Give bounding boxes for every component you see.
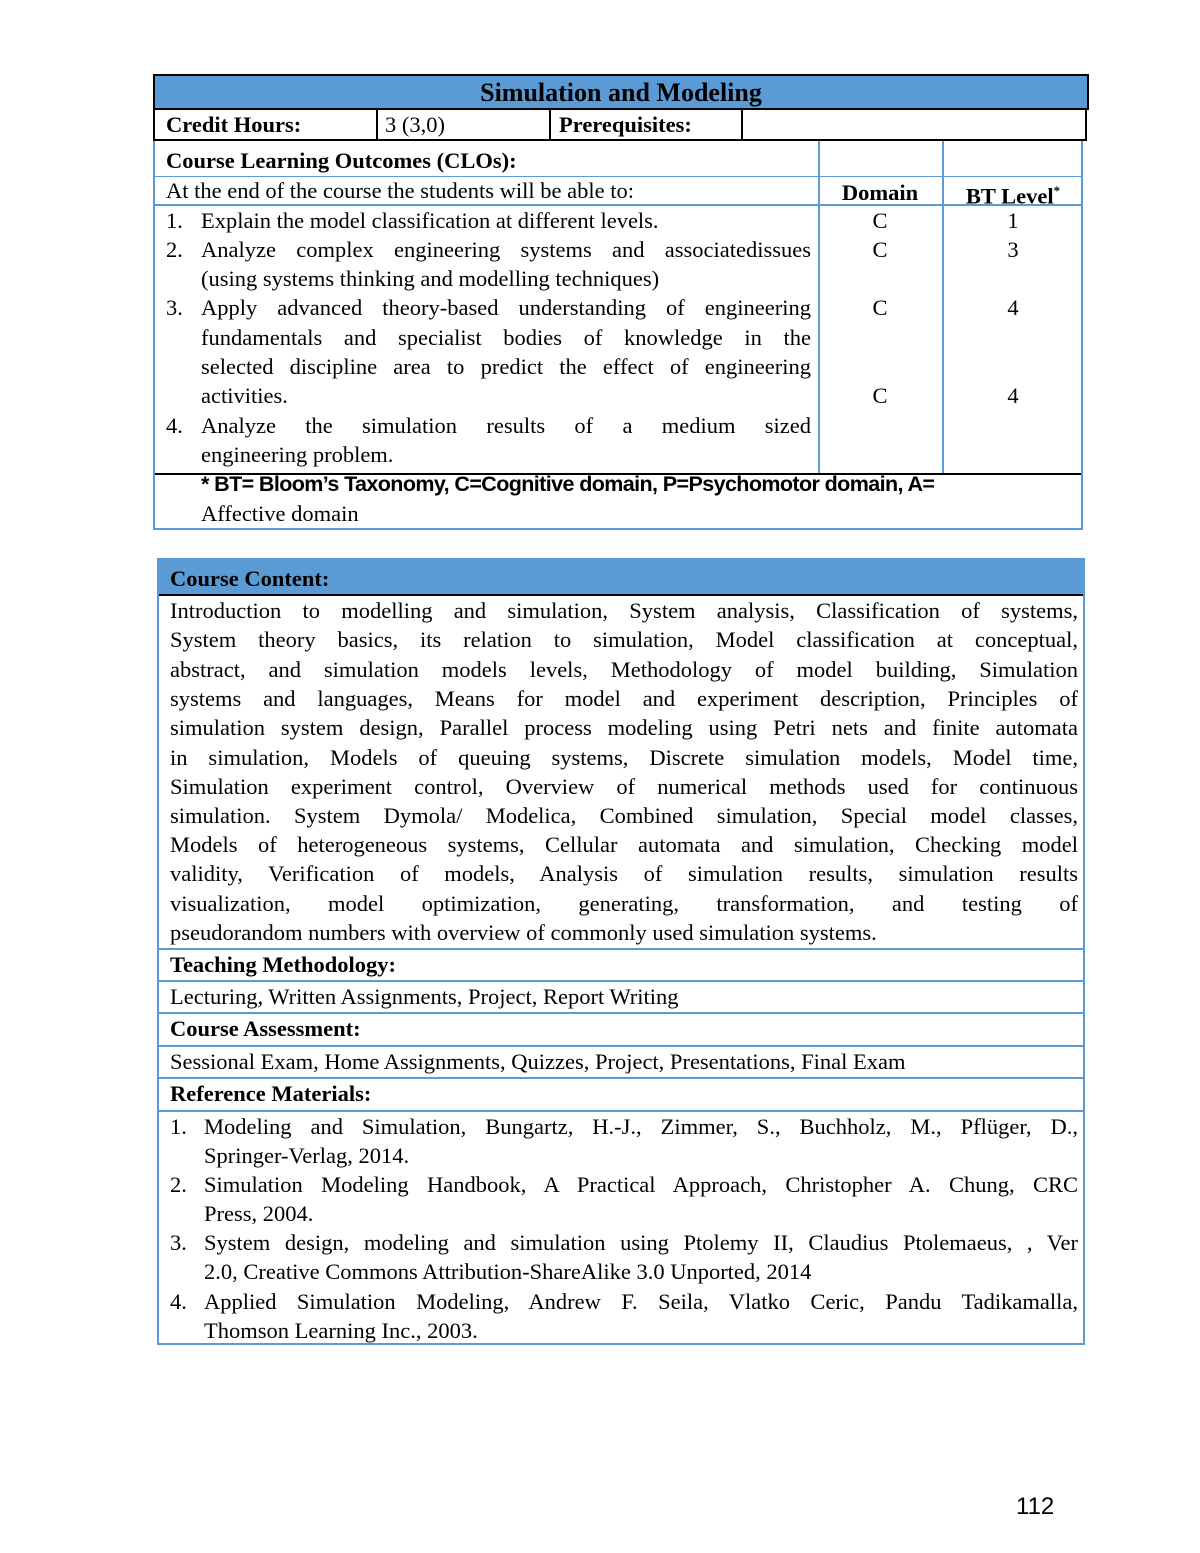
reference-3-num: 3. xyxy=(170,1230,187,1255)
domain-header: Domain xyxy=(841,180,919,205)
reference-4-line-1: Applied Simulation Modeling, Andrew F. Seila, Vlatko Ceric, Pandu Tadikamalla, xyxy=(204,1289,1078,1314)
clo-item-1-num: 1. xyxy=(166,208,183,233)
course-title-bar xyxy=(153,74,1089,110)
clo-intro: At the end of the course the students will be able to: xyxy=(166,178,635,203)
content-line-3: abstract, and simulation models levels, Methodology of model building, Simulation xyxy=(170,657,1078,682)
page-number: 112 xyxy=(1016,1493,1055,1520)
clo-item-3-bt: 4 xyxy=(1007,295,1019,320)
content-line-6: in simulation, Models of queuing systems, Discrete simulation models, Model time, xyxy=(170,745,1078,770)
credit-hours-label: Credit Hours: xyxy=(166,112,302,137)
reference-3-line-2: 2.0, Creative Commons Attribution-ShareAlike 3.0 Unported, 2014 xyxy=(204,1259,812,1284)
content-line-12: pseudorandom numbers with overview of commonly used simulation systems. xyxy=(170,920,877,945)
content-line-8: simulation. System Dymola/ Modelica, Combined simulation, Special model classes, xyxy=(170,803,1078,828)
clo-item-2-domain: C xyxy=(872,237,888,262)
course-content-header xyxy=(159,560,1083,596)
clo-item-4-line-2: engineering problem. xyxy=(201,442,394,467)
clo-item-4-bt: 4 xyxy=(1007,383,1019,408)
clo-item-3-domain: C xyxy=(872,295,888,320)
reference-4-num: 4. xyxy=(170,1289,187,1314)
content-line-11: visualization, model optimization, generating, transformation, and testing of xyxy=(170,891,1078,916)
clo-item-1-line-1: Explain the model classification at different levels. xyxy=(201,208,659,233)
course-details-table xyxy=(157,558,1085,1345)
reference-1-num: 1. xyxy=(170,1114,187,1139)
clo-item-2-bt: 3 xyxy=(1007,237,1019,262)
content-line-2: System theory basics, its relation to simulation, Model classification at conceptual, xyxy=(170,627,1078,652)
clo-item-2-line-1: Analyze complex engineering systems and associatedissues xyxy=(201,237,811,262)
teaching-value: Lecturing, Written Assignments, Project, Report Writing xyxy=(170,984,679,1009)
assessment-value: Sessional Exam, Home Assignments, Quizzes, Project, Presentations, Final Exam xyxy=(170,1049,906,1074)
bt-footnote-rest: Affective domain xyxy=(201,501,359,526)
clo-item-2-line-2: (using systems thinking and modelling techniques) xyxy=(201,266,660,291)
clo-item-3-num: 3. xyxy=(166,295,183,320)
reference-2-line-1: Simulation Modeling Handbook, A Practical Approach, Christopher A. Chung, CRC xyxy=(204,1172,1078,1197)
course-title: Simulation and Modeling xyxy=(480,78,762,107)
clo-item-4-num: 4. xyxy=(166,413,183,438)
reference-2-num: 2. xyxy=(170,1172,187,1197)
reference-1-line-2: Springer-Verlag, 2014. xyxy=(204,1143,410,1168)
content-line-7: Simulation experiment control, Overview of numerical methods used for continuous xyxy=(170,774,1078,799)
reference-4-line-2: Thomson Learning Inc., 2003. xyxy=(204,1318,478,1343)
prerequisites-label: Prerequisites: xyxy=(559,112,692,137)
bt-footnote: * BT= Bloom’s Taxonomy, C=Cognitive domain, P=Psychomotor domain, A= xyxy=(201,472,935,496)
clo-item-4-domain: C xyxy=(872,383,888,408)
assessment-heading: Course Assessment: xyxy=(170,1016,361,1041)
content-line-10: validity, Verification of models, Analysis of simulation results, simulation results xyxy=(170,861,1078,886)
teaching-heading: Teaching Methodology: xyxy=(170,952,397,977)
bt-level-marker: * xyxy=(1053,183,1061,198)
clo-table xyxy=(153,74,1089,530)
content-line-1: Introduction to modelling and simulation, System analysis, Classification of systems, xyxy=(170,598,1078,623)
clo-item-1-bt: 1 xyxy=(1007,208,1019,233)
clo-item-3-line-4: activities. xyxy=(201,383,288,408)
references-heading: Reference Materials: xyxy=(170,1081,372,1106)
reference-1-line-1: Modeling and Simulation, Bungartz, H.-J., Zimmer, S., Buchholz, M., Pflüger, D., xyxy=(204,1114,1078,1139)
credit-hours-row xyxy=(153,110,1087,141)
clo-item-1-domain: C xyxy=(872,208,888,233)
reference-2-line-2: Press, 2004. xyxy=(204,1201,314,1226)
credit-hours-value: 3 (3,0) xyxy=(385,112,445,137)
content-line-9: Models of heterogeneous systems, Cellular automata and simulation, Checking model xyxy=(170,832,1078,857)
clo-item-3-line-3: selected discipline area to predict the effect of engineering xyxy=(201,354,811,379)
clo-box xyxy=(153,141,1083,530)
clo-item-2-num: 2. xyxy=(166,237,183,262)
bt-level-label: BT Level xyxy=(965,183,1054,209)
course-content-heading: Course Content: xyxy=(170,566,330,591)
clo-item-3-line-1: Apply advanced theory-based understanding of engineering xyxy=(201,295,811,320)
clo-heading: Course Learning Outcomes (CLOs): xyxy=(166,148,517,173)
clo-item-3-line-2: fundamentals and specialist bodies of knowledge in the xyxy=(201,325,811,350)
clo-item-4-line-1: Analyze the simulation results of a medium sized xyxy=(201,413,811,438)
reference-3-line-1: System design, modeling and simulation using Ptolemy II, Claudius Ptolemaeus, , Ver xyxy=(204,1230,1078,1255)
content-line-5: simulation system design, Parallel process modeling using Petri nets and finite automata xyxy=(170,715,1078,740)
content-line-4: systems and languages, Means for model and experiment description, Principles of xyxy=(170,686,1078,711)
